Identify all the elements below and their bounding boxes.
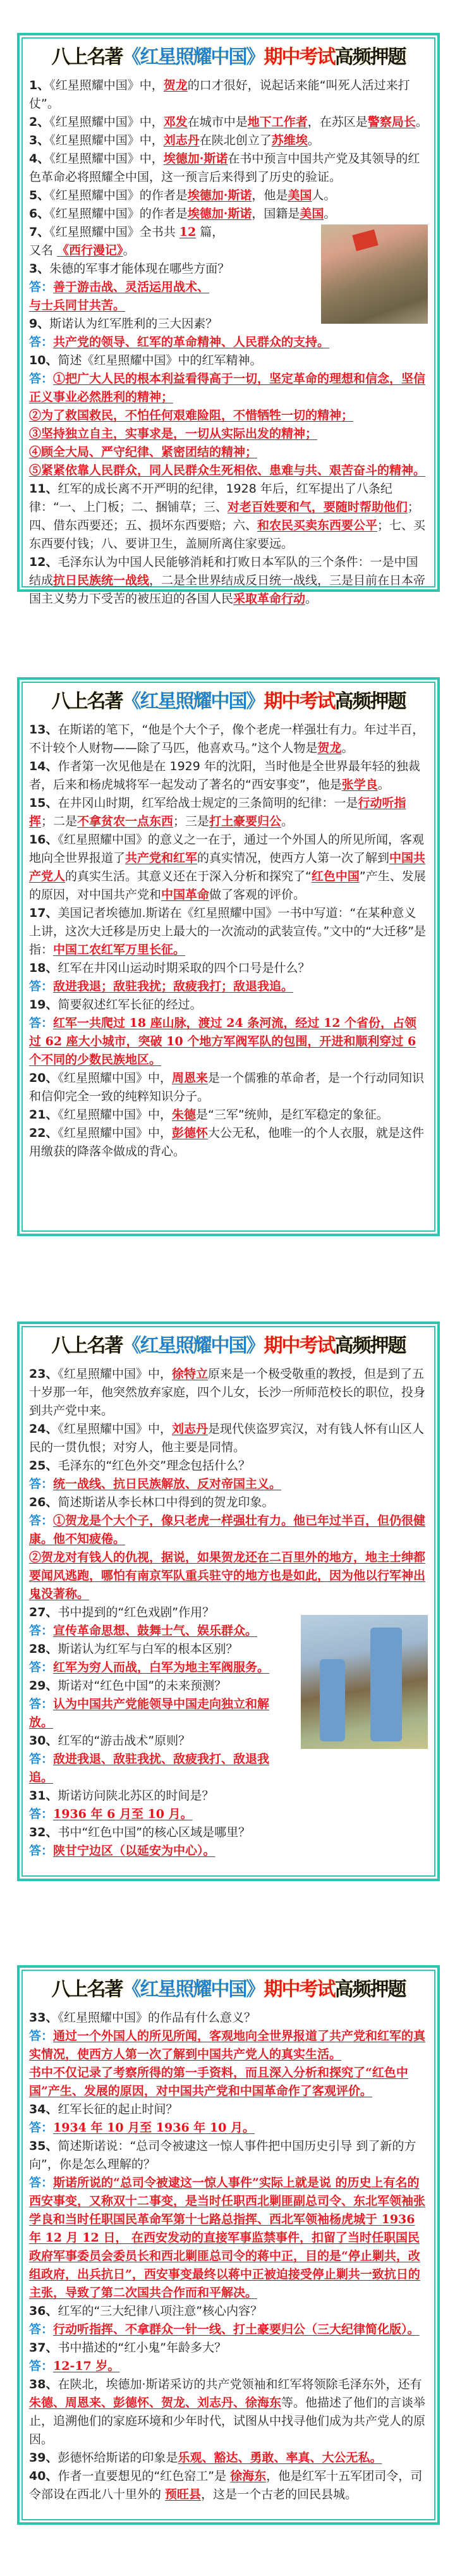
question-card-2	[17, 677, 440, 1236]
title-part2: 《红星照耀中国》	[122, 1335, 264, 1357]
answer-blank: 乐观、豁达、勇敢、率真、大公无私。	[178, 2451, 382, 2465]
question-text: 是“三军”统帅，是红军稳定的象征。	[195, 1108, 389, 1122]
question-number: 13、	[29, 723, 58, 737]
answer-label: 答：	[29, 2121, 54, 2135]
card-body	[21, 37, 435, 606]
red-army-painting-image	[321, 224, 428, 324]
answer-blank: 12	[179, 225, 197, 239]
title-part4: 高频押题	[334, 690, 406, 713]
question-text: 又名	[29, 243, 58, 257]
title-part3: 期中考试	[264, 690, 335, 713]
answer-blank: 抗日民族统一战线	[53, 573, 150, 587]
answer-blank: 中国共产党人	[29, 851, 426, 883]
answer-blank: 对老百姓要和气，要随时帮助他们	[227, 500, 408, 514]
question-number: 29、	[29, 1679, 58, 1693]
question-number: 21、	[29, 1108, 58, 1122]
question-text: 大公无私，他唯一的个人衣服，就是这件用缴获的降落伞做成的背心。	[29, 1126, 424, 1158]
answer-blank: 打土豪要归公	[209, 814, 282, 828]
answer-blank: 警察局长	[367, 115, 416, 129]
question-item	[29, 2137, 428, 2174]
answer-paragraph	[29, 1842, 428, 1860]
question-number: 3、	[29, 262, 50, 276]
question-text: 《红星照耀中国》的作品有什么意义？	[58, 2011, 256, 2025]
answer-blank: 埃德加·斯诺	[187, 188, 252, 202]
question-number: 15、	[29, 796, 58, 810]
question-item	[29, 1124, 428, 1161]
card-body	[21, 1970, 435, 2520]
answer-text: 陕甘宁边区（以延安为中心）。	[53, 1844, 215, 1858]
answer-paragraph	[29, 2064, 428, 2101]
question-text: 斯诺对“红色中国”的未来预测？	[58, 1679, 227, 1693]
question-number: 14、	[29, 759, 58, 773]
question-number: 33、	[29, 2011, 58, 2025]
question-item	[29, 2449, 428, 2467]
page-title	[29, 42, 428, 73]
answer-text: 书中不仅记录了考察所得的第一手资料，而且深入分析和探究了“红色中国”产生、发展的原因，对中国共产党和中国革命作了客观评价。	[29, 2066, 408, 2098]
answer-blank: 朱德	[171, 1108, 196, 1122]
question-item	[29, 2467, 428, 2504]
answer-paragraph	[29, 2321, 428, 2339]
question-text: 在井冈山时期，红军给战士规定的三条简明的纪律：一是	[58, 796, 358, 810]
question-text: 《红星照耀中国》的作者是	[49, 188, 188, 202]
question-text: ；三是	[173, 814, 210, 828]
question-text: 原来是一个极受敬重的教授，但是到了五十岁那一年，他突然放弃家庭，四个儿女，长沙一所师范校长的职位，投身到共产党中来。	[29, 1367, 426, 1418]
question-text: 斯诺认为红军与白军的根本区别？	[58, 1642, 238, 1656]
question-item	[29, 1493, 428, 1512]
question-text: 斯诺访问陕北苏区的时间是？	[58, 1789, 214, 1803]
question-text: ，这是一个古老的回民县城。	[201, 2487, 358, 2501]
title-part4: 高频押题	[334, 1335, 406, 1357]
question-number: 5、	[29, 188, 50, 202]
question-text: 《红星照耀中国》中，	[58, 1367, 172, 1381]
answer-blank: 周恩来	[171, 1071, 208, 1085]
question-number: 23、	[29, 1367, 58, 1381]
question-text: ，国籍是	[252, 207, 300, 221]
answer-text: 认为中国共产党能领导中国走向独立和解放。	[29, 1697, 270, 1729]
question-number: 32、	[29, 1825, 58, 1839]
question-text: 红军的“游击战术”原则？	[58, 1734, 191, 1748]
answer-blank: 预旺县	[165, 2487, 202, 2501]
answer-label: 答：	[29, 2176, 54, 2190]
answer-label: 答：	[29, 280, 54, 294]
card-body	[21, 1326, 435, 1877]
red-army-soldiers-illustration-image	[301, 1615, 428, 1749]
question-text: 《红星照耀中国》中，	[58, 1071, 172, 1085]
question-item	[29, 205, 428, 223]
title-part4: 高频押题	[334, 46, 406, 68]
question-item	[29, 352, 428, 370]
question-item	[29, 187, 428, 205]
answer-label: 答：	[29, 979, 54, 993]
answer-label: 答：	[29, 1844, 54, 1858]
answer-text: 统一战线、抗日民族解放、反对帝国主义。	[53, 1477, 282, 1491]
answer-text: 通过一个外国人的所见所闻，客观地向全世界报道了共产党和红军的真实情况，使西方人第一次了解到中国共产党人的真实生活。	[29, 2029, 426, 2061]
question-text: 红军在井冈山运动时期采取的四个口号是什么？	[58, 961, 310, 975]
question-number: 2、	[29, 115, 50, 129]
title-part2: 《红星照耀中国》	[122, 690, 264, 713]
question-text: 斯诺认为红军胜利的三大因素？	[49, 317, 218, 331]
question-text: 。	[281, 814, 294, 828]
question-text: 毛泽东认为中国人民能够消耗和打败日本军队的三个条件：一是中国结成	[29, 555, 418, 587]
question-item	[29, 996, 428, 1014]
question-number: 3、	[29, 133, 50, 147]
page-title	[29, 687, 428, 717]
answer-text: ⑤紧紧依靠人民群众，同人民群众生死相依、患难与共、艰苦奋斗的精神。	[29, 463, 426, 477]
answer-text: 红军一共爬过 18 座山脉，渡过 24 条河流，经过 12 个省份，占领过 62 座大小城市，突破 10 个地方军阀军队的包围，开进和顺利穿过 6 个不同的少数民族地区。	[29, 1016, 417, 1067]
answer-blank: 美国	[300, 207, 324, 221]
question-text: ，他是	[252, 188, 288, 202]
card-body	[21, 682, 435, 1232]
answer-text: ②为了救国救民，不怕任何艰难险阻，不惜牺牲一切的精神；	[29, 408, 354, 422]
question-text: ，在苏区是	[307, 115, 368, 129]
question-text: 在书中预言中国共产党及其领导的红色革命必将照耀全中国，这一预言后来得到了历史的验证。	[29, 152, 420, 184]
answer-blank: 中国革命	[161, 888, 210, 902]
answer-blank: 地下工作者	[247, 115, 308, 129]
answer-blank: 埃德加·斯诺	[163, 152, 228, 166]
question-text: 美国记者埃德加.斯诺在《红星照耀中国》一书中写道：“在某种意义上讲，这次大迁移是历史上最大的一次流动的武装宣传。”文中的“大迁移”是指：	[29, 906, 427, 957]
title-part3: 期中考试	[264, 1978, 335, 2001]
question-number: 36、	[29, 2304, 58, 2318]
answer-text: ③坚持独立自主，实事求是，一切从实际出发的精神；	[29, 427, 318, 441]
answer-paragraph	[29, 2119, 428, 2137]
question-text: 书中提到的“红色戏剧”作用？	[58, 1605, 215, 1619]
question-text: 在陕北，埃德加·斯诺采访的共产党领袖和红军将领除毛泽东外，还有	[58, 2377, 422, 2391]
question-text: ，他是红军十五军团司令，司令部设在西北八十里外的	[29, 2469, 423, 2501]
answer-label: 答：	[29, 335, 54, 349]
question-number: 30、	[29, 1734, 58, 1748]
question-text: 《红星照耀中国》全书共	[49, 225, 179, 239]
answer-blank: 埃德加·斯诺	[187, 207, 252, 221]
answer-blank: 徐特立	[171, 1367, 208, 1381]
answer-paragraph	[29, 333, 428, 352]
question-number: 6、	[29, 207, 50, 221]
answer-paragraph	[29, 2027, 428, 2064]
answer-text: 1934 年 10 月至 1936 年 10 月。	[53, 2121, 255, 2135]
question-item	[29, 2009, 428, 2027]
answer-blank: 不拿贫农一点东西	[77, 814, 174, 828]
answer-paragraph	[29, 1805, 428, 1824]
question-item	[29, 904, 428, 959]
question-number: 12、	[29, 555, 58, 569]
answer-text: 敌进我退；敌驻我扰；敌疲我打；敌退我追。	[53, 979, 294, 993]
answer-label: 答：	[29, 1477, 54, 1491]
answer-text: 敌进我退、敌驻我扰、敌疲我打、敌退我追。	[29, 1752, 270, 1784]
answer-blank: 采取革命行动	[233, 592, 306, 606]
question-text: 《红星照耀中国》的作者是	[49, 207, 188, 221]
question-item	[29, 794, 428, 831]
answer-blank: 邓发	[163, 115, 188, 129]
question-text: 。	[307, 133, 320, 147]
question-text: 人。	[312, 188, 336, 202]
question-text: 。	[123, 243, 135, 257]
question-number: 16、	[29, 833, 58, 847]
question-item	[29, 1365, 428, 1420]
answer-blank: 行动听指挥	[29, 796, 406, 828]
answer-label: 答：	[29, 1752, 54, 1766]
question-text: 书中描述的“红小鬼”年龄多大？	[58, 2341, 227, 2355]
question-text: 红军的成长离不开严明的纪律，1928 年后，红军提出了八条纪律：“一、上门板；二、捆铺草；三、	[29, 482, 392, 514]
question-item	[29, 2302, 428, 2321]
question-text: 《红星照耀中国》中，	[49, 78, 164, 92]
answer-text: 善于游击战、灵活运用战术、	[53, 280, 210, 294]
question-number: 37、	[29, 2341, 58, 2355]
answer-text: 1936 年 6 月至 10 月。	[53, 1807, 193, 1821]
question-text: 在陕北创立了	[199, 133, 272, 147]
answer-blank: 中国工农红军万里长征。	[53, 943, 186, 957]
question-number: 18、	[29, 961, 58, 975]
question-item	[29, 553, 428, 608]
answer-blank: 朱德、周恩来、彭德怀、贺龙、刘志丹、徐海东	[29, 2396, 282, 2410]
answer-blank: 共产党和红军	[125, 851, 198, 865]
answer-text: 与士兵同甘共苦。	[29, 298, 126, 312]
answer-blank: 贺龙	[317, 741, 342, 755]
question-number: 7、	[29, 225, 50, 239]
question-text: 红军长征的起止时间？	[58, 2102, 178, 2116]
question-text: 毛泽东的“红色外交”理念包括什么？	[58, 1459, 251, 1473]
question-number: 4、	[29, 152, 50, 166]
question-text: 《红星照耀中国》中，	[49, 133, 164, 147]
answer-blank: 刘志丹	[171, 1422, 208, 1436]
question-item	[29, 113, 428, 132]
question-text: ；七、买东西要付钱；八、要讲卫生，盖厕所离住家要远。	[29, 518, 426, 551]
question-item	[29, 150, 428, 187]
answer-text: ①贺龙是个大个子，像只老虎一样强壮有力。他已年过半百，但仍很健康。他不知疲倦。	[29, 1514, 426, 1546]
answer-label: 答：	[29, 1624, 54, 1638]
soldier-figure	[370, 1628, 402, 1741]
question-text: 书中“红色中国”的核心区域是哪里？	[58, 1825, 251, 1839]
question-number: 39、	[29, 2451, 58, 2465]
question-text: 是一个儒雅的革命者，是一个行动同知识和信仰完全一致的纯粹知识分子。	[29, 1071, 424, 1103]
question-text: 《红星照耀中国》中，	[58, 1126, 172, 1140]
answer-label: 答：	[29, 2322, 54, 2336]
answer-paragraph	[29, 1512, 428, 1549]
question-item	[29, 831, 428, 904]
answer-paragraph	[29, 425, 428, 443]
question-text: ”产生、发展的原因，对中国共产党和	[29, 869, 426, 902]
question-text: 简述《红星照耀中国》中的红军精神。	[58, 353, 262, 367]
question-text: 红军的“三大纪律八项注意”核心内容？	[58, 2304, 263, 2318]
question-card-1	[17, 33, 440, 606]
answer-text: ①把广大人民的根本利益看得高于一切，坚定革命的理想和信念，坚信正义事业必然胜利的精神；	[29, 372, 426, 404]
answer-blank: 美国	[288, 188, 312, 202]
question-item	[29, 77, 428, 113]
title-part3: 期中考试	[264, 1335, 335, 1357]
answer-blank: 和农民买卖东西要公平	[257, 518, 378, 532]
question-number: 11、	[29, 482, 58, 496]
question-number: 27、	[29, 1605, 58, 1619]
question-number: 35、	[29, 2139, 58, 2153]
question-text: 《红星照耀中国》中，	[49, 115, 164, 129]
answer-paragraph	[29, 978, 428, 996]
answer-text: ④顾全大局、严守纪律、紧密团结的精神；	[29, 445, 258, 459]
question-number: 24、	[29, 1422, 58, 1436]
question-number: 9、	[29, 317, 50, 331]
question-item	[29, 757, 428, 794]
question-number: 10、	[29, 353, 58, 367]
question-card-4	[17, 1965, 440, 2525]
child-soldier-figure	[320, 1659, 345, 1741]
answer-paragraph	[29, 443, 428, 462]
answer-text: 共产党的领导、红军的革命精神、人民群众的支持。	[53, 335, 330, 349]
question-number: 28、	[29, 1642, 58, 1656]
question-text: 《红星照耀中国》中，	[49, 152, 164, 166]
answer-blank: 徐海东	[230, 2469, 267, 2483]
title-part2: 《红星照耀中国》	[122, 1978, 264, 2001]
question-number: 26、	[29, 1495, 58, 1509]
title-part1: 八上名著	[51, 46, 123, 68]
question-item	[29, 2339, 428, 2357]
question-text: ；四、借东西要还；五、损坏东西要赔；六、	[29, 500, 420, 532]
question-text: 《红星照耀中国》中，	[58, 1422, 172, 1436]
question-item	[29, 959, 428, 978]
answer-label: 答：	[29, 372, 54, 386]
question-text: 。	[377, 778, 390, 792]
title-part1: 八上名著	[51, 1978, 123, 2001]
answer-paragraph	[29, 370, 428, 407]
question-text: 简述斯诺从李长林口中得到的贺龙印象。	[58, 1495, 274, 1509]
answer-blank: 苏维埃	[271, 133, 308, 147]
question-item	[29, 1787, 428, 1805]
question-text: 做了客观的评价。	[209, 888, 306, 902]
question-item	[29, 1824, 428, 1842]
page-title	[29, 1331, 428, 1361]
question-text: 在城市中是	[187, 115, 248, 129]
answer-blank: 刘志丹	[163, 133, 200, 147]
question-text: 彭德怀给斯诺的印象是	[58, 2451, 178, 2465]
title-part1: 八上名著	[51, 1335, 123, 1357]
answer-text: 12-17 岁。	[53, 2359, 120, 2373]
question-item	[29, 132, 428, 150]
answer-label: 答：	[29, 1514, 54, 1528]
question-item	[29, 1106, 428, 1124]
page-title	[29, 1975, 428, 2005]
question-text: 是现代侠盗罗宾汉，对有钱人怀有山区人民的一贯仇恨；对穷人，他主要是同情。	[29, 1422, 424, 1454]
question-number: 20、	[29, 1071, 58, 1085]
question-text: 《红星照耀中国》中，	[58, 1108, 172, 1122]
answer-blank: 红色中国	[311, 869, 360, 883]
answer-blank: 贺龙	[163, 78, 188, 92]
title-part2: 《红星照耀中国》	[122, 46, 264, 68]
answer-blank: 彭德怀	[171, 1126, 208, 1140]
answer-paragraph	[29, 2357, 428, 2376]
answer-blank: 张学良	[341, 778, 378, 792]
question-text: 朱德的军事才能体现在哪些方面？	[49, 262, 230, 276]
question-item	[29, 1420, 428, 1457]
question-text: 在斯诺的笔下，“他是个大个子，像个老虎一样强壮有力。年过半百，不计较个人财物——除了马匹，他喜欢马。”这个人物是	[29, 723, 425, 755]
answer-paragraph	[29, 1549, 428, 1604]
answer-paragraph	[29, 1014, 428, 1069]
question-text: 。	[305, 592, 318, 606]
question-text: 作者第一次见他是在 1929 年的沈阳，当时他是全世界最年轻的独裁者，后来和杨虎城将军一起发动了著名的“西安事变”，他是	[29, 759, 420, 792]
answer-label: 答：	[29, 2359, 54, 2373]
question-number: 40、	[29, 2469, 58, 2483]
question-item	[29, 480, 428, 553]
answer-text: 红军为穷人而战，白军为地主军阀服务。	[53, 1660, 270, 1674]
question-item	[29, 1457, 428, 1475]
question-text: 。	[415, 115, 428, 129]
question-text: 简要叙述红军长征的经过。	[58, 998, 202, 1012]
question-text: 的真实情况，使西方人第一次了解到	[197, 851, 390, 865]
red-flag-icon	[352, 230, 379, 251]
question-text: 作者一直要想见的“红色窑工”是	[58, 2469, 231, 2483]
question-item	[29, 2101, 428, 2119]
question-text: ；二是	[41, 814, 78, 828]
answer-text: 宣传革命思想、鼓舞士气、娱乐群众。	[53, 1624, 258, 1638]
question-text: ，二是全世界结成反日统一战线，三是目前在日本帝国主义势力下受苦的被压迫的各国人民	[29, 573, 426, 606]
question-text: 《红星照耀中国》的意义之一在于，通过一个外国人的所见所闻，客观地向全世界报道了	[29, 833, 424, 865]
question-number: 22、	[29, 1126, 58, 1140]
answer-text: ②贺龙对有钱人的仇视，据说，如果贺龙还在二百里外的地方，地主士绅都要闻风逃跑，哪怕有南京军队重兵驻守的地方也是如此，因为他以行军神出鬼没著称。	[29, 1550, 426, 1601]
title-part4: 高频押题	[334, 1978, 406, 2001]
answer-label: 答：	[29, 1016, 54, 1030]
answer-label: 答：	[29, 1807, 54, 1821]
question-number: 1、	[29, 78, 50, 92]
answer-paragraph	[29, 1475, 428, 1493]
answer-text: 行动听指挥、不拿群众一针一线、打土豪要归公（三大纪律简化版）。	[53, 2322, 420, 2336]
question-text: 。	[341, 741, 354, 755]
answer-paragraph	[29, 407, 428, 425]
question-text: 篇，	[196, 225, 224, 239]
question-text: 简述斯诺说：“总司令被逮这一惊人事件把中国历史引导 到了新的方向”，你是怎么理解的？	[29, 2139, 416, 2171]
title-part3: 期中考试	[264, 46, 335, 68]
answer-blank: 《西行漫记》	[57, 243, 123, 257]
question-text: 的真实生活。其意义还在于深入分析和探究了“	[65, 869, 312, 883]
question-text: 。	[324, 207, 336, 221]
question-item	[29, 2376, 428, 2449]
answer-text: 斯诺所说的“总司令被逮这一惊人事件”实际上就是说 的历史上有名的西安事变，又称双十二事变，是当时任职西北剿匪副总司令、东北军领袖张学良和当时任职国民革命军第十七路总指挥、西北军领袖杨虎城于 1936 年 12 月 12 日， 在西安发动的直接军事监禁事件，扣留了当时任职国民政府军事委员会委员长和西北剿匪总司令的蒋中正，目的是“停止剿共，改组政府，出兵抗日”，西安事变最终以蒋中正被迫接受停止剿共一致抗日的主张，导致了第二次国共合作而和平解决。	[29, 2176, 426, 2300]
question-number: 38、	[29, 2377, 58, 2391]
question-item	[29, 721, 428, 757]
title-part1: 八上名著	[51, 690, 123, 713]
question-number: 25、	[29, 1459, 58, 1473]
question-text: 的口才很好，说起话来能“叫死人活过来打仗”。	[29, 78, 410, 111]
answer-label: 答：	[29, 1660, 54, 1674]
question-number: 34、	[29, 2102, 58, 2116]
answer-label: 答：	[29, 1697, 54, 1711]
answer-paragraph	[29, 462, 428, 480]
answer-paragraph	[29, 2174, 428, 2302]
question-text: 等。他描述了他们的言谈举止，追溯他们的家庭环境和少年时代，试图从中找寻他们成为共产党人的原因。	[29, 2396, 426, 2446]
answer-label: 答：	[29, 2029, 54, 2043]
question-item	[29, 1069, 428, 1106]
answer-paragraph	[29, 1750, 428, 1787]
question-number: 19、	[29, 998, 58, 1012]
question-number: 17、	[29, 906, 58, 920]
question-number: 31、	[29, 1789, 58, 1803]
question-card-3	[17, 1322, 440, 1881]
